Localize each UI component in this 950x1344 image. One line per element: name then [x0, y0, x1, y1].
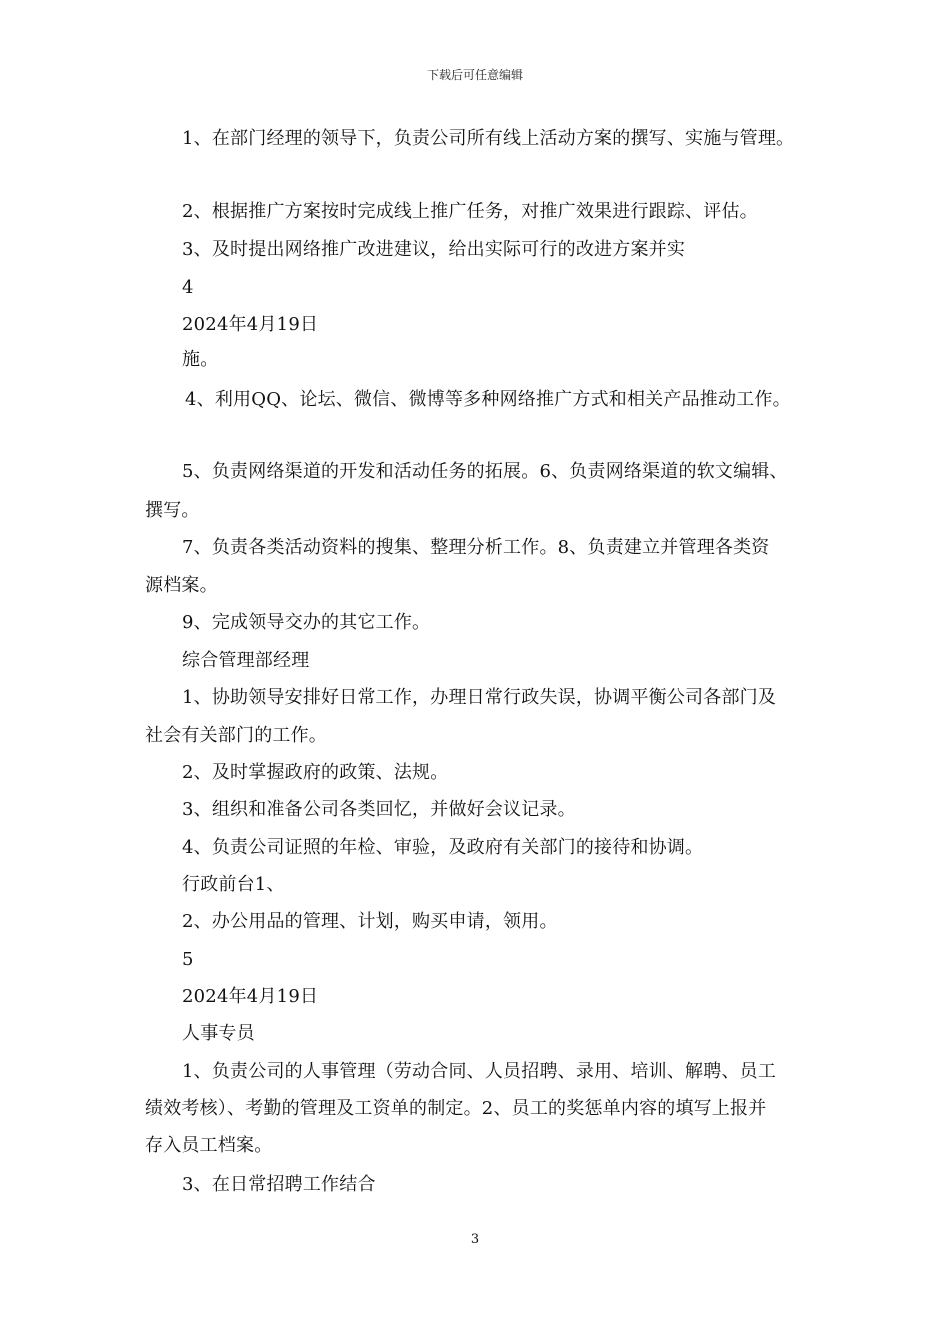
page-break-number: 4: [182, 277, 194, 298]
page-break-number: 5: [182, 949, 194, 970]
paragraph-line: 2、根据推广方案按时完成线上推广任务，对推广效果进行跟踪、评估。: [182, 201, 758, 222]
paragraph-line: 1、在部门经理的领导下，负责公司所有线上活动方案的撰写、实施与管理。: [182, 128, 795, 149]
paragraph-line: 施。: [182, 349, 219, 370]
paragraph-line: 存入员工档案。: [145, 1135, 273, 1156]
paragraph-line: 1、负责公司的人事管理（劳动合同、人员招聘、录用、培训、解聘、员工: [182, 1061, 777, 1082]
page-break-date: 2024年4月19日: [182, 314, 319, 335]
paragraph-line: 撰写。: [145, 500, 200, 521]
page-break-date: 2024年4月19日: [182, 986, 319, 1007]
page-number: 3: [470, 1232, 480, 1247]
paragraph-line: 3、在日常招聘工作结合: [182, 1174, 376, 1195]
paragraph-line: 3、组织和准备公司各类回忆，并做好会议记录。: [182, 799, 576, 820]
paragraph-line: 1、协助领导安排好日常工作，办理日常行政失误，协调平衡公司各部门及: [182, 687, 777, 708]
paragraph-line: 社会有关部门的工作。: [145, 725, 327, 746]
paragraph-line: 2、办公用品的管理、计划，购买申请，领用。: [182, 911, 558, 932]
section-heading: 行政前台1、: [182, 874, 285, 895]
paragraph-line: 源档案。: [145, 575, 218, 596]
paragraph-line: 2、及时掌握政府的政策、法规。: [182, 762, 449, 783]
section-heading: 人事专员: [182, 1023, 255, 1044]
paragraph-line: 4、利用QQ、论坛、微信、微博等多种网络推广方式和相关产品推动工作。: [185, 389, 791, 410]
section-heading: 综合管理部经理: [182, 650, 310, 671]
paragraph-line: 4、负责公司证照的年检、审验，及政府有关部门的接待和协调。: [182, 837, 704, 858]
paragraph-line: 9、完成领导交办的其它工作。: [182, 612, 431, 633]
paragraph-line: 5、负责网络渠道的开发和活动任务的拓展。6、负责网络渠道的软文编辑、: [182, 461, 788, 482]
paragraph-line: 7、负责各类活动资料的搜集、整理分析工作。8、负责建立并管理各类资: [182, 537, 770, 558]
paragraph-line: 绩效考核）、考勤的管理及工资单的制定。2、员工的奖惩单内容的填写上报并: [145, 1098, 767, 1119]
paragraph-line: 3、及时提出网络推广改进建议，给出实际可行的改进方案并实: [182, 239, 686, 260]
page-header: 下载后可任意编辑: [426, 68, 523, 82]
